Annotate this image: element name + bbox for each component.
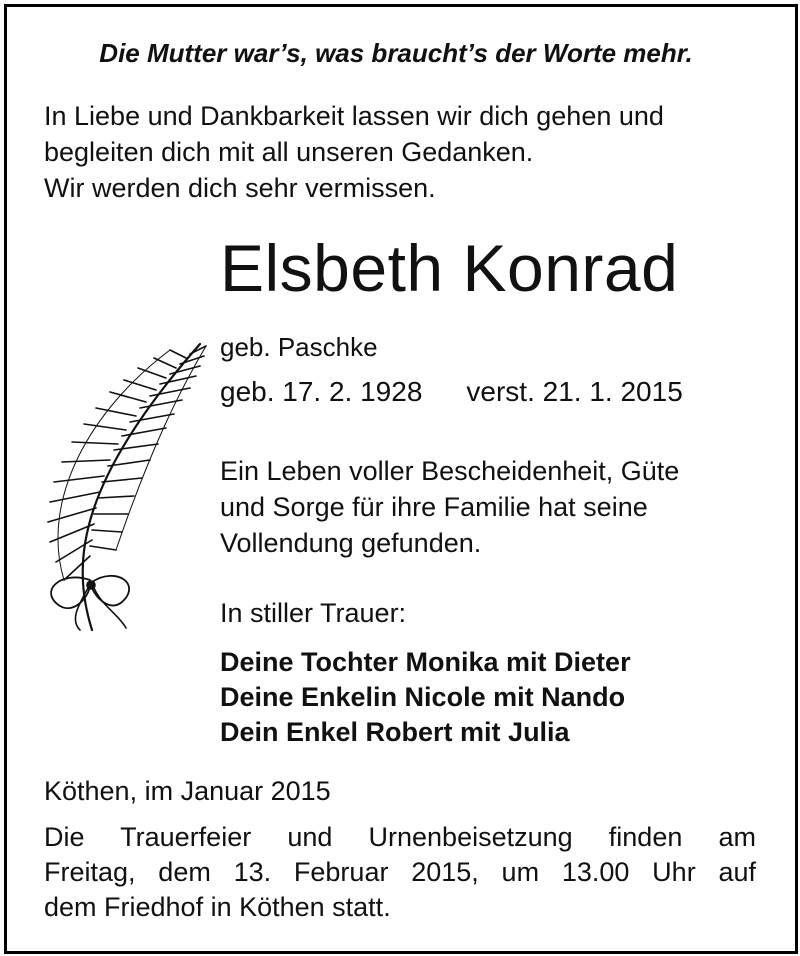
tribute-line: und Sorge für ihre Familie hat seine (220, 492, 648, 522)
service-notice (44, 820, 756, 925)
intro-line: In Liebe und Dankbarkeit lassen wir dich gehen und (44, 101, 664, 131)
family-member: Dein Enkel Robert mit Julia (220, 717, 570, 747)
service-line: Die Trauerfeier und Urnenbeisetzung finden am (44, 822, 756, 852)
tribute-text (220, 453, 679, 561)
family-list (220, 645, 631, 750)
place-date: Köthen, im Januar 2015 (44, 776, 331, 806)
intro-line: begleiten dich mit all unseren Gedanken. (44, 137, 534, 167)
birth-date: geb. 17. 2. 1928 (220, 376, 423, 407)
service-line: Freitag, dem 13. Februar 2015, um 13.00 Uhr auf (44, 857, 756, 887)
feather-with-ribbon-icon (30, 330, 210, 640)
maiden-name: geb. Paschke (220, 332, 378, 362)
tribute-line: Vollendung gefunden. (220, 528, 482, 558)
family-member: Deine Enkelin Nicole mit Nando (220, 682, 626, 712)
intro-line: Wir werden dich sehr vermissen. (44, 173, 436, 203)
mourning-label: In stiller Trauer: (220, 598, 407, 628)
service-line: dem Friedhof in Köthen statt. (44, 892, 391, 922)
family-member: Deine Tochter Monika mit Dieter (220, 647, 631, 677)
death-date: verst. 21. 1. 2015 (466, 376, 683, 407)
deceased-name: Elsbeth Konrad (220, 231, 679, 305)
motto: Die Mutter war’s, was braucht’s der Worte mehr. (99, 38, 693, 68)
tribute-line: Ein Leben voller Bescheidenheit, Güte (220, 456, 680, 486)
life-dates (220, 376, 683, 408)
intro-text (44, 98, 664, 206)
